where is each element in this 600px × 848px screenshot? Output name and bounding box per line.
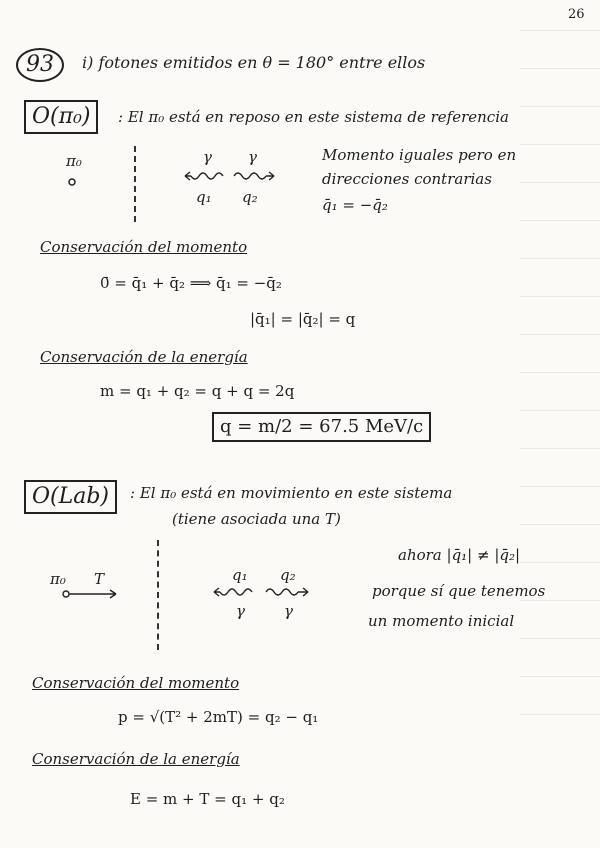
energy-title-rest: Conservación de la energía — [40, 348, 248, 366]
gamma2-label-lab: γ — [284, 602, 293, 620]
energy-result-rest: q = m/2 = 67.5 MeV/c — [212, 412, 431, 442]
photon-left-lab-icon — [214, 586, 254, 598]
note-rest-line2: direcciones contrarias — [322, 170, 492, 188]
frame-divider — [134, 146, 136, 222]
note-rest-line3: q̄₁ = −q̄₂ — [322, 196, 388, 214]
momentum-title-rest: Conservación del momento — [40, 238, 248, 256]
photon-left-icon — [185, 170, 225, 182]
pion-label: π₀ — [66, 152, 82, 170]
photon-right-lab-icon — [266, 586, 312, 598]
frame-divider-lab — [157, 540, 159, 650]
note-rest-line1: Momento iguales pero en — [322, 146, 517, 164]
pion-motion-arrow-icon — [62, 588, 118, 600]
t-label: T — [94, 570, 105, 588]
energy-title-lab: Conservación de la energía — [32, 750, 240, 768]
gamma1-label-lab: γ — [236, 602, 245, 620]
q2-label-lab: q₂ — [280, 566, 296, 584]
note-lab-line2: porque sí que tenemos — [372, 582, 546, 600]
momentum-title-lab: Conservación del momento — [32, 674, 240, 692]
note-lab-line3: un momento inicial — [368, 612, 515, 630]
pion-dot-icon — [68, 178, 76, 186]
photon-right-icon — [234, 170, 278, 182]
page-number: 26 — [568, 7, 585, 22]
frame-description-lab: : El π₀ está en movimiento en este sistema — [130, 484, 453, 502]
q1-label-lab: q₁ — [232, 566, 248, 584]
frame-label-rest: O(π₀) — [24, 100, 98, 134]
energy-equation-lab: E = m + T = q₁ + q₂ — [130, 790, 285, 808]
energy-equation-rest: m = q₁ + q₂ = q + q = 2q — [100, 382, 295, 400]
frame-description-rest: : El π₀ está en reposo en este sistema de referencia — [118, 108, 509, 126]
problem-statement: i) fotones emitidos en θ = 180° entre ellos — [82, 53, 426, 72]
note-lab-line1: ahora |q̄₁| ≠ |q̄₂| — [398, 546, 521, 564]
momentum-magnitude-rest: |q̄₁| = |q̄₂| = q — [250, 310, 356, 328]
bleed-through-texture — [520, 30, 600, 730]
momentum-equation-rest: 0̄ = q̄₁ + q̄₂ ⟹ q̄₁ = −q̄₂ — [100, 274, 282, 292]
pion-label-lab: π₀ — [50, 570, 66, 588]
frame-label-lab: O(Lab) — [24, 480, 117, 514]
gamma1-label: γ — [203, 148, 212, 166]
momentum-equation-lab: p = √(T² + 2mT) = q₂ − q₁ — [118, 708, 319, 726]
frame-subdescription-lab: (tiene asociada una T) — [172, 510, 341, 528]
problem-number: 93 — [16, 48, 64, 82]
q1-label: q₁ — [196, 188, 212, 206]
q2-label: q₂ — [242, 188, 258, 206]
gamma2-label: γ — [248, 148, 257, 166]
